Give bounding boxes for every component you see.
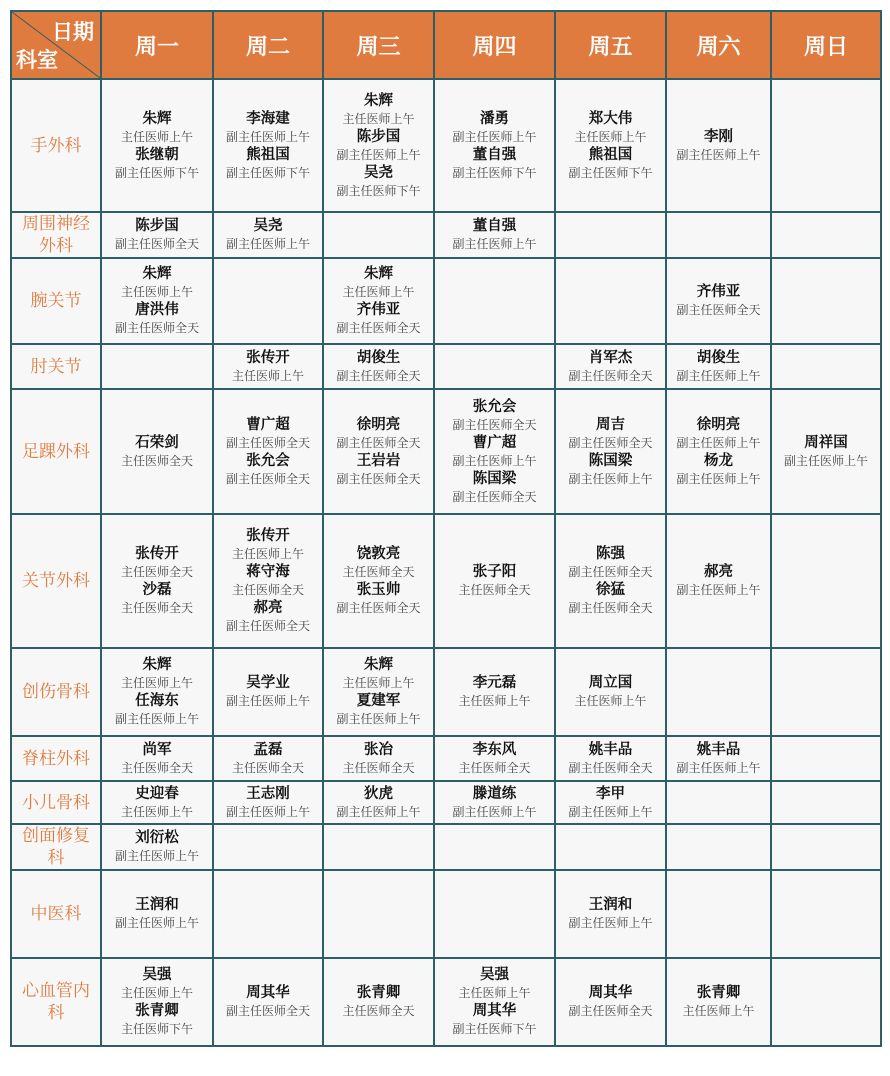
doctor-name: 胡俊生 <box>356 348 401 366</box>
schedule-cell[interactable] <box>771 824 881 870</box>
department-label: 创面修复科 <box>11 824 101 870</box>
doctor-title-shift: 副主任医师上午 <box>225 237 310 251</box>
department-label: 周围神经外科 <box>11 212 101 258</box>
schedule-cell[interactable] <box>666 212 771 258</box>
doctor-title-shift: 副主任医师全天 <box>114 237 199 251</box>
department-label: 肘关节 <box>11 344 101 389</box>
schedule-cell[interactable] <box>666 870 771 958</box>
schedule-table <box>10 10 882 1047</box>
schedule-cell[interactable] <box>213 824 323 870</box>
doctor-name: 饶敦亮 <box>356 545 401 562</box>
schedule-cell[interactable] <box>323 648 434 736</box>
schedule-cell[interactable] <box>555 736 666 781</box>
doctor-name: 夏建军 <box>356 692 401 709</box>
doctor-title-shift: 副主任医师下午 <box>114 165 199 180</box>
schedule-cell[interactable] <box>555 870 666 958</box>
doctor-name: 李刚 <box>704 127 733 145</box>
doctor-title-shift: 副主任医师上午 <box>452 804 537 819</box>
schedule-cell[interactable] <box>323 824 434 870</box>
doctor-title-shift: 副主任医师全天 <box>568 1004 653 1018</box>
doctor-title-shift: 主任医师全天 <box>231 583 304 597</box>
doctor-title-shift: 主任医师全天 <box>342 565 415 579</box>
doctor-title-shift: 副主任医师上午 <box>676 471 761 486</box>
doctor-title-shift: 主任医师上午 <box>458 694 531 708</box>
doctor-title-shift: 主任医师上午 <box>574 129 647 144</box>
schedule-cell[interactable] <box>323 389 434 514</box>
doctor-title-shift: 副主任医师上午 <box>225 129 310 144</box>
doctor-title-shift: 副主任医师全天 <box>568 368 653 383</box>
doctor-name: 尚军 <box>142 740 172 758</box>
schedule-cell[interactable] <box>434 258 555 344</box>
doctor-name: 李元磊 <box>472 674 517 691</box>
table-row <box>11 344 881 389</box>
doctor-title-shift: 主任医师全天 <box>120 601 193 615</box>
doctor-title-shift: 副主任医师全天 <box>676 303 761 317</box>
doctor-title-shift: 主任医师全天 <box>458 583 531 597</box>
doctor-name: 周吉 <box>596 415 625 433</box>
doctor-title-shift: 副主任医师下午 <box>452 1022 537 1036</box>
doctor-title-shift: 主任医师全天 <box>231 760 304 775</box>
schedule-cell[interactable] <box>323 958 434 1046</box>
doctor-title-shift: 副主任医师上午 <box>336 147 421 162</box>
schedule-cell[interactable] <box>666 648 771 736</box>
doctor-title-shift: 副主任医师上午 <box>676 435 761 450</box>
doctor-title-shift: 副主任医师下午 <box>225 165 310 180</box>
schedule-cell[interactable] <box>213 870 323 958</box>
doctor-name: 郝亮 <box>704 563 733 580</box>
doctor-title-shift: 主任医师上午 <box>458 986 531 1000</box>
schedule-cell[interactable] <box>666 958 771 1046</box>
day-header: 周日 <box>771 11 881 79</box>
doctor-title-shift: 副主任医师上午 <box>114 712 199 726</box>
doctor-name: 朱辉 <box>364 656 393 673</box>
doctor-name: 王志刚 <box>246 784 290 802</box>
doctor-name: 张允会 <box>246 451 290 469</box>
doctor-name: 吴强 <box>142 966 172 983</box>
schedule-cell[interactable] <box>666 736 771 781</box>
doctor-title-shift: 主任医师上午 <box>120 676 193 690</box>
doctor-name: 陈国梁 <box>588 451 633 469</box>
doctor-name: 周其华 <box>588 984 633 1001</box>
doctor-title-shift: 主任医师上午 <box>120 986 193 1000</box>
day-header: 周四 <box>434 11 555 79</box>
department-label: 心血管内科 <box>11 958 101 1046</box>
doctor-title-shift: 副主任医师全天 <box>336 601 421 615</box>
doctor-name: 吴尧 <box>364 163 393 181</box>
doctor-name: 王润和 <box>135 896 179 913</box>
schedule-cell[interactable] <box>213 736 323 781</box>
schedule-cell[interactable] <box>771 781 881 824</box>
doctor-title-shift: 主任医师全天 <box>342 1004 415 1018</box>
schedule-cell[interactable] <box>771 870 881 958</box>
schedule-cell[interactable] <box>434 79 555 212</box>
schedule-cell[interactable] <box>101 514 213 648</box>
doctor-name: 周其华 <box>472 1002 517 1019</box>
schedule-cell[interactable] <box>771 736 881 781</box>
department-label: 脊柱外科 <box>11 736 101 781</box>
schedule-cell[interactable] <box>101 648 213 736</box>
doctor-title-shift: 主任医师下午 <box>120 1022 193 1036</box>
corner-header <box>11 11 101 79</box>
doctor-title-shift: 副主任医师下午 <box>568 165 653 180</box>
doctor-name: 沙磊 <box>142 581 172 598</box>
doctor-name: 张青卿 <box>356 984 401 1001</box>
doctor-name: 徐明亮 <box>696 415 741 433</box>
doctor-title-shift: 副主任医师上午 <box>783 453 868 468</box>
doctor-name: 吴学业 <box>246 674 290 691</box>
schedule-cell[interactable] <box>213 258 323 344</box>
corner-dept-label: 科室 <box>16 48 58 72</box>
doctor-name: 周祥国 <box>804 433 848 451</box>
schedule-cell[interactable] <box>666 514 771 648</box>
doctor-name: 杨龙 <box>704 451 733 469</box>
schedule-cell[interactable] <box>771 344 881 389</box>
table-row <box>11 870 881 958</box>
day-header: 周三 <box>323 11 434 79</box>
doctor-name: 石荣剑 <box>135 433 179 451</box>
doctor-name: 陈步国 <box>135 217 179 234</box>
doctor-name: 张传开 <box>246 527 290 544</box>
schedule-cell[interactable] <box>213 212 323 258</box>
schedule-cell[interactable] <box>771 212 881 258</box>
doctor-name: 狄虎 <box>364 784 393 802</box>
doctor-name: 张青卿 <box>696 984 741 1001</box>
schedule-cell[interactable] <box>213 781 323 824</box>
schedule-cell[interactable] <box>101 79 213 212</box>
doctor-name: 朱辉 <box>142 109 172 127</box>
doctor-name: 张子阳 <box>472 563 517 580</box>
schedule-cell[interactable] <box>771 514 881 648</box>
doctor-name: 姚丰品 <box>588 740 633 758</box>
doctor-name: 齐伟亚 <box>356 301 401 318</box>
schedule-cell[interactable] <box>771 389 881 514</box>
schedule-cell[interactable] <box>555 824 666 870</box>
doctor-name: 徐明亮 <box>356 415 401 433</box>
doctor-title-shift: 主任医师全天 <box>342 760 415 775</box>
doctor-name: 李东风 <box>472 740 517 758</box>
doctor-title-shift: 副主任医师上午 <box>452 453 537 468</box>
doctor-name: 唐洪伟 <box>135 301 179 318</box>
schedule-cell[interactable] <box>213 344 323 389</box>
doctor-title-shift: 主任医师全天 <box>120 565 193 579</box>
doctor-title-shift: 副主任医师上午 <box>225 804 310 819</box>
doctor-title-shift: 主任医师上午 <box>574 694 647 708</box>
schedule-cell[interactable] <box>101 824 213 870</box>
schedule-cell[interactable] <box>555 781 666 824</box>
schedule-cell[interactable] <box>101 958 213 1046</box>
schedule-cell[interactable] <box>213 79 323 212</box>
doctor-name: 吴尧 <box>253 217 283 234</box>
doctor-title-shift: 副主任医师下午 <box>452 165 537 180</box>
doctor-name: 熊祖国 <box>588 145 633 163</box>
doctor-name: 朱辉 <box>142 265 172 282</box>
doctor-title-shift: 副主任医师上午 <box>452 237 537 251</box>
doctor-title-shift: 主任医师全天 <box>120 760 193 775</box>
schedule-cell[interactable] <box>666 258 771 344</box>
doctor-name: 朱辉 <box>142 656 172 673</box>
doctor-name: 张青卿 <box>135 1002 179 1019</box>
schedule-cell[interactable] <box>101 258 213 344</box>
doctor-title-shift: 副主任医师全天 <box>336 471 421 486</box>
schedule-cell[interactable] <box>666 389 771 514</box>
department-label: 手外科 <box>11 79 101 212</box>
table-row <box>11 514 881 648</box>
doctor-name: 李甲 <box>596 784 625 802</box>
doctor-name: 周其华 <box>246 984 290 1001</box>
doctor-title-shift: 主任医师上午 <box>682 1004 755 1018</box>
doctor-name: 史迎春 <box>135 784 179 802</box>
doctor-name: 陈步国 <box>356 127 401 145</box>
doctor-name: 郝亮 <box>253 599 283 616</box>
schedule-cell[interactable] <box>771 648 881 736</box>
doctor-title-shift: 副主任医师全天 <box>114 321 199 335</box>
schedule-cell[interactable] <box>434 781 555 824</box>
doctor-title-shift: 副主任医师下午 <box>336 183 421 198</box>
department-label: 创伤骨科 <box>11 648 101 736</box>
doctor-name: 姚丰品 <box>696 740 741 758</box>
schedule-cell[interactable] <box>666 781 771 824</box>
doctor-title-shift: 主任医师上午 <box>342 676 415 690</box>
schedule-cell[interactable] <box>555 648 666 736</box>
doctor-title-shift: 副主任医师全天 <box>568 601 653 615</box>
schedule-cell[interactable] <box>323 344 434 389</box>
doctor-title-shift: 副主任医师上午 <box>676 583 761 597</box>
doctor-title-shift: 副主任医师上午 <box>568 804 653 819</box>
doctor-title-shift: 主任医师上午 <box>342 111 415 126</box>
doctor-title-shift: 副主任医师上午 <box>452 129 537 144</box>
schedule-cell[interactable] <box>213 514 323 648</box>
doctor-name: 熊祖国 <box>246 145 290 163</box>
doctor-title-shift: 副主任医师上午 <box>676 760 761 775</box>
doctor-name: 徐猛 <box>596 581 625 598</box>
doctor-title-shift: 副主任医师全天 <box>452 489 537 504</box>
doctor-name: 张冶 <box>364 740 393 758</box>
doctor-title-shift: 副主任医师上午 <box>336 804 421 819</box>
header-row <box>11 11 881 79</box>
schedule-cell[interactable] <box>323 212 434 258</box>
schedule-cell[interactable] <box>771 258 881 344</box>
doctor-name: 张玉帅 <box>356 581 401 598</box>
doctor-name: 孟磊 <box>253 740 283 758</box>
doctor-name: 吴强 <box>480 966 509 983</box>
doctor-title-shift: 副主任医师全天 <box>225 471 310 486</box>
doctor-title-shift: 副主任医师全天 <box>225 1004 310 1018</box>
schedule-cell[interactable] <box>101 870 213 958</box>
doctor-name: 任海东 <box>135 692 179 709</box>
day-header: 周六 <box>666 11 771 79</box>
doctor-title-shift: 副主任医师上午 <box>336 712 421 726</box>
doctor-title-shift: 主任医师上午 <box>231 547 304 561</box>
table-row <box>11 781 881 824</box>
doctor-name: 潘勇 <box>480 109 509 127</box>
table-row <box>11 79 881 212</box>
doctor-name: 郑大伟 <box>588 109 633 127</box>
schedule-cell[interactable] <box>666 79 771 212</box>
schedule-cell[interactable] <box>666 344 771 389</box>
schedule-cell[interactable] <box>434 736 555 781</box>
schedule-cell[interactable] <box>101 781 213 824</box>
doctor-title-shift: 主任医师上午 <box>342 285 415 299</box>
schedule-cell[interactable] <box>434 870 555 958</box>
schedule-cell[interactable] <box>555 212 666 258</box>
schedule-cell[interactable] <box>771 79 881 212</box>
doctor-title-shift: 副主任医师全天 <box>336 321 421 335</box>
table-row <box>11 258 881 344</box>
schedule-cell[interactable] <box>434 212 555 258</box>
table-row <box>11 648 881 736</box>
doctor-name: 王润和 <box>588 896 633 913</box>
doctor-name: 朱辉 <box>364 91 393 109</box>
doctor-title-shift: 副主任医师全天 <box>568 565 653 579</box>
schedule-cell[interactable] <box>101 344 213 389</box>
schedule-cell[interactable] <box>666 824 771 870</box>
schedule-cell[interactable] <box>323 258 434 344</box>
doctor-title-shift: 副主任医师上午 <box>676 368 761 383</box>
doctor-name: 陈强 <box>596 545 625 562</box>
doctor-title-shift: 副主任医师上午 <box>114 916 199 930</box>
doctor-title-shift: 主任医师上午 <box>231 368 304 383</box>
doctor-name: 周立国 <box>588 674 633 691</box>
doctor-name: 曹广超 <box>472 433 517 451</box>
table-row <box>11 736 881 781</box>
doctor-name: 李海建 <box>246 109 290 127</box>
doctor-title-shift: 主任医师全天 <box>120 453 193 468</box>
doctor-title-shift: 副主任医师全天 <box>568 435 653 450</box>
doctor-name: 滕道练 <box>472 784 517 802</box>
schedule-cell[interactable] <box>434 344 555 389</box>
doctor-title-shift: 副主任医师上午 <box>568 471 653 486</box>
doctor-title-shift: 副主任医师全天 <box>568 760 653 775</box>
day-header: 周五 <box>555 11 666 79</box>
schedule-cell[interactable] <box>213 958 323 1046</box>
table-row <box>11 389 881 514</box>
table-row <box>11 824 881 870</box>
schedule-cell[interactable] <box>101 389 213 514</box>
doctor-name: 张传开 <box>135 545 179 562</box>
schedule-cell[interactable] <box>323 79 434 212</box>
doctor-title-shift: 副主任医师上午 <box>676 147 761 162</box>
doctor-title-shift: 副主任医师上午 <box>568 916 653 930</box>
doctor-title-shift: 副主任医师全天 <box>225 619 310 633</box>
schedule-cell[interactable] <box>101 212 213 258</box>
department-label: 腕关节 <box>11 258 101 344</box>
doctor-title-shift: 副主任医师上午 <box>225 694 310 708</box>
doctor-name: 刘衍松 <box>135 829 179 846</box>
day-header: 周二 <box>213 11 323 79</box>
schedule-cell[interactable] <box>434 514 555 648</box>
corner-date-label: 日期 <box>52 20 94 44</box>
department-label: 小儿骨科 <box>11 781 101 824</box>
table-row <box>11 212 881 258</box>
doctor-title-shift: 副主任医师全天 <box>336 435 421 450</box>
doctor-name: 肖军杰 <box>588 348 633 366</box>
schedule-cell[interactable] <box>323 870 434 958</box>
doctor-name: 董自强 <box>472 145 517 163</box>
schedule-cell[interactable] <box>555 258 666 344</box>
doctor-name: 胡俊生 <box>696 348 741 366</box>
doctor-title-shift: 主任医师上午 <box>120 285 193 299</box>
doctor-name: 张传开 <box>246 348 290 366</box>
department-label: 中医科 <box>11 870 101 958</box>
table-row <box>11 958 881 1046</box>
schedule-cell[interactable] <box>434 824 555 870</box>
schedule-cell[interactable] <box>555 79 666 212</box>
schedule-cell[interactable] <box>555 514 666 648</box>
doctor-title-shift: 副主任医师全天 <box>225 435 310 450</box>
schedule-cell[interactable] <box>213 389 323 514</box>
doctor-title-shift: 副主任医师全天 <box>452 417 537 432</box>
doctor-title-shift: 主任医师上午 <box>120 129 193 144</box>
schedule-cell[interactable] <box>213 648 323 736</box>
doctor-name: 陈国梁 <box>472 469 517 487</box>
doctor-name: 张继朝 <box>135 145 179 163</box>
doctor-title-shift: 副主任医师全天 <box>336 368 421 383</box>
schedule-cell[interactable] <box>771 958 881 1046</box>
schedule-cell[interactable] <box>434 389 555 514</box>
doctor-title-shift: 主任医师全天 <box>458 760 531 775</box>
doctor-name: 王岩岩 <box>356 451 401 469</box>
doctor-name: 朱辉 <box>364 265 393 282</box>
schedule-cell[interactable] <box>555 344 666 389</box>
schedule-cell[interactable] <box>434 958 555 1046</box>
doctor-name: 齐伟亚 <box>696 283 741 300</box>
doctor-name: 蒋守海 <box>246 563 290 580</box>
schedule-cell[interactable] <box>323 514 434 648</box>
day-header: 周一 <box>101 11 213 79</box>
schedule-cell[interactable] <box>555 958 666 1046</box>
schedule-cell[interactable] <box>323 781 434 824</box>
schedule-cell[interactable] <box>434 648 555 736</box>
department-label: 关节外科 <box>11 514 101 648</box>
schedule-cell[interactable] <box>101 736 213 781</box>
department-label: 足踝外科 <box>11 389 101 514</box>
schedule-cell[interactable] <box>555 389 666 514</box>
doctor-title-shift: 主任医师上午 <box>120 804 193 819</box>
doctor-name: 张允会 <box>472 397 517 415</box>
doctor-title-shift: 副主任医师上午 <box>114 849 199 863</box>
doctor-name: 曹广超 <box>246 415 290 433</box>
schedule-cell[interactable] <box>323 736 434 781</box>
doctor-name: 董自强 <box>472 217 517 234</box>
